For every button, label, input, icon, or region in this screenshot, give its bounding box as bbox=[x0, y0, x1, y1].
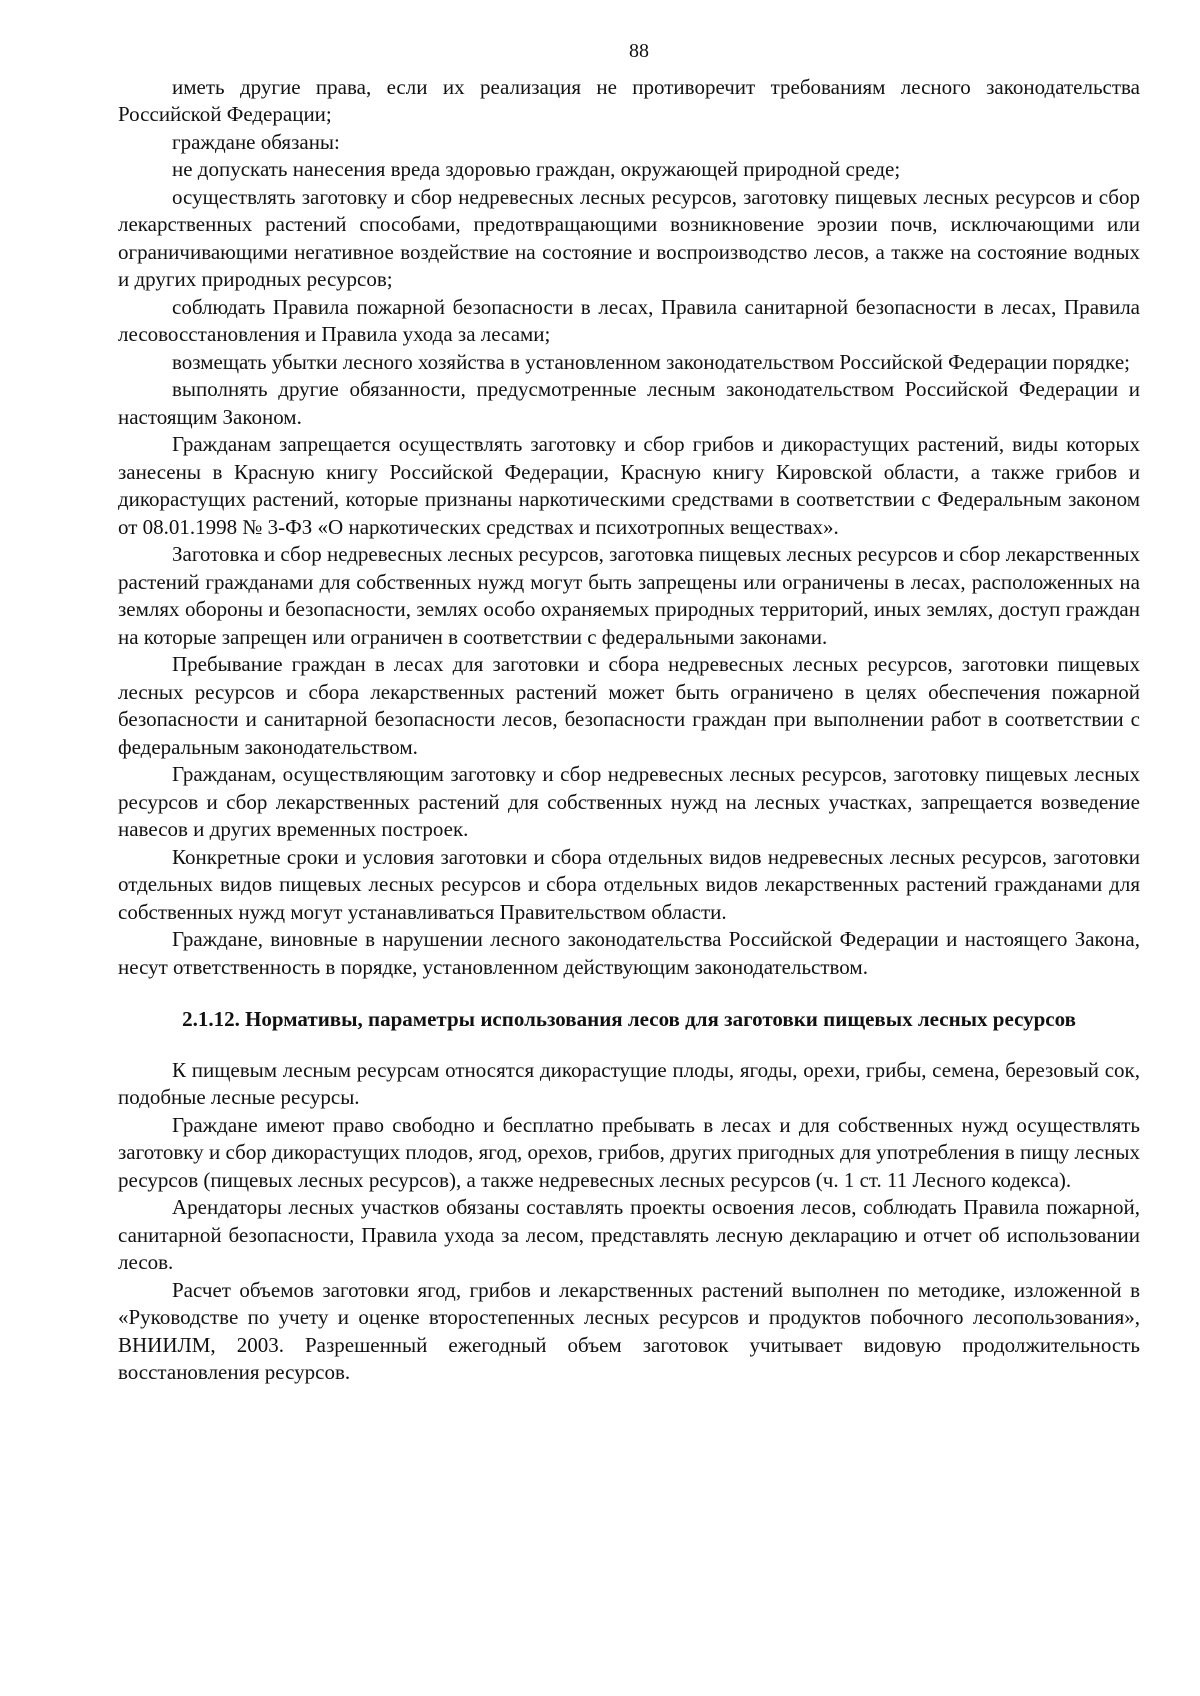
paragraph: граждане обязаны: bbox=[172, 129, 340, 154]
paragraph: Заготовка и сбор недревесных лесных ресурсов, заготовка пищевых лесных ресурсов и сбор лекарственных растений гражданами для собственных нужд могут быть запрещены или ограничены в лесах, расположенных на землях обороны и безопасности, землях особо охраняемых природных территорий, иных землях, доступ граждан на которые запрещен или ограничен в соответствии с федеральными законами. bbox=[118, 542, 1140, 649]
section-heading: 2.1.12. Нормативы, параметры использования лесов для заготовки пищевых лесных ресурсов bbox=[182, 1007, 1076, 1031]
paragraph: выполнять другие обязанности, предусмотренные лесным законодательством Российской Федерации и настоящим Законом. bbox=[118, 377, 1140, 429]
paragraph: Пребывание граждан в лесах для заготовки и сбора недревесных лесных ресурсов, заготовки пищевых лесных ресурсов и сбора лекарственных растений может быть ограничено в целях обеспечения пожарной безопасности и санитарной безопасности лесов, безопасности граждан при выполнении работ в соответствии с федеральным законодательством. bbox=[118, 652, 1140, 759]
paragraph: иметь другие права, если их реализация не противоречит требованиям лесного законодательства Российской Федерации; bbox=[118, 74, 1140, 126]
paragraph: Конкретные сроки и условия заготовки и сбора отдельных видов недревесных лесных ресурсов, заготовки отдельных видов пищевых лесных ресурсов и сбора отдельных видов лекарственных растений гражданами для собственных нужд могут устанавливаться Правительством области. bbox=[118, 844, 1140, 924]
paragraph: К пищевым лесным ресурсам относятся дикорастущие плоды, ягоды, орехи, грибы, семена, березовый сок, подобные лесные ресурсы. bbox=[118, 1057, 1140, 1109]
body-before bbox=[118, 74, 1140, 982]
paragraph: возмещать убытки лесного хозяйства в установленном законодательством Российской Федерации порядке; bbox=[172, 349, 1130, 374]
paragraph: осуществлять заготовку и сбор недревесных лесных ресурсов, заготовку пищевых лесных ресурсов и сбор лекарственных растений способами, предотвращающими возникновение эрозии почв, исключающими или ограничивающими негативное воздействие на состояние и воспроизводство лесов, а также на состояние водных и других природных ресурсов; bbox=[118, 184, 1140, 291]
paragraph: соблюдать Правила пожарной безопасности в лесах, Правила санитарной безопасности в лесах, Правила лесовосстановления и Правила ухода за лесами; bbox=[118, 294, 1140, 346]
page-number: 88 bbox=[629, 40, 649, 62]
paragraph: не допускать нанесения вреда здоровью граждан, окружающей природной среде; bbox=[172, 157, 901, 181]
body-after bbox=[118, 1057, 1140, 1387]
paragraph: Гражданам запрещается осуществлять заготовку и сбор грибов и дикорастущих растений, виды которых занесены в Красную книгу Российской Федерации, Красную книгу Кировской области, а также грибов и дикорастущих растений, которые признаны наркотическими средствами в соответствии с Федеральным законом от 08.01.1998 № 3-ФЗ «О наркотических средствах и психотропных веществах». bbox=[118, 432, 1140, 539]
paragraph: Граждане, виновные в нарушении лесного законодательства Российской Федерации и настоящего Закона, несут ответственность в порядке, установленном действующим законодательством. bbox=[118, 927, 1140, 979]
paragraph: Расчет объемов заготовки ягод, грибов и лекарственных растений выполнен по методике, изложенной в «Руководстве по учету и оценке второстепенных лесных ресурсов и продуктов побочного лесопользования», ВНИИЛМ, 2003. Разрешенный ежегодный объем заготовок учитывает видовую продолжительность восстановления ресурсов. bbox=[118, 1277, 1140, 1384]
paragraph: Граждане имеют право свободно и бесплатно пребывать в лесах и для собственных нужд осуществлять заготовку и сбор дикорастущих плодов, ягод, орехов, грибов, других пригодных для употребления в пищу лесных ресурсов (пищевых лесных ресурсов), а также недревесных лесных ресурсов (ч. 1 ст. 11 Лесного кодекса). bbox=[118, 1112, 1140, 1192]
paragraph: Арендаторы лесных участков обязаны составлять проекты освоения лесов, соблюдать Правила пожарной, санитарной безопасности, Правила ухода за лесом, представлять лесную декларацию и отчет об использовании лесов. bbox=[118, 1195, 1140, 1274]
paragraph: Гражданам, осуществляющим заготовку и сбор недревесных лесных ресурсов, заготовку пищевых лесных ресурсов и сбор лекарственных растений для собственных нужд на лесных участках, запрещается возведение навесов и других временных построек. bbox=[118, 762, 1140, 841]
